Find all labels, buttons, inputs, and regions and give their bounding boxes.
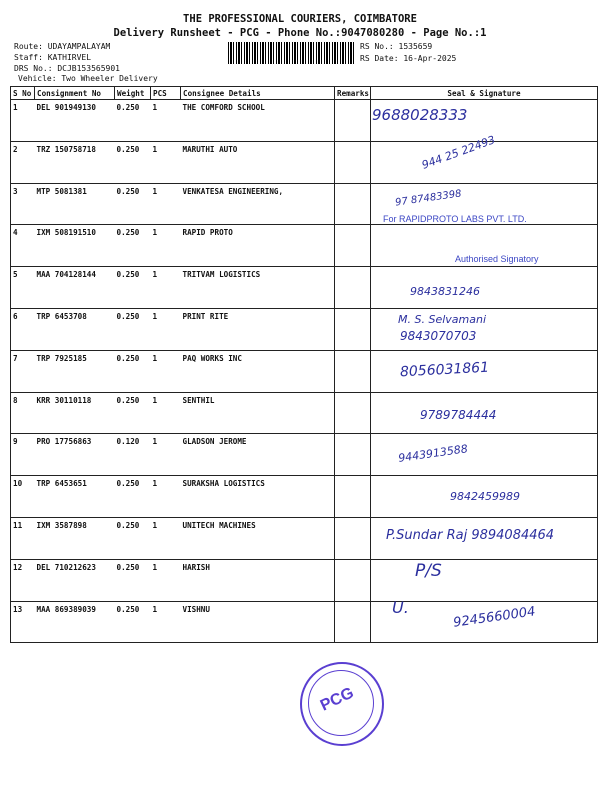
vehicle-label: Vehicle: Two Wheeler Delivery [18,74,158,83]
cell-sno: 6 [11,308,35,350]
table-row [11,141,598,183]
cell-consignment: IXM 3587898 [35,517,115,559]
route-label: Route: UDAYAMPALAYAM [14,42,111,51]
cell-weight: 0.250 [115,100,151,142]
cell-weight: 0.250 [115,183,151,225]
cell-signature [371,267,598,309]
cell-weight: 0.120 [115,434,151,476]
cell-consignee: PAQ WORKS INC [181,350,335,392]
col-consignment: Consignment No [35,87,115,100]
cell-sno: 1 [11,100,35,142]
handwritten-signature: 944 25 22493 [420,133,497,172]
col-pcs: PCS [151,87,181,100]
cell-consignee: TRITVAM LOGISTICS [181,267,335,309]
cell-consignment: TRP 6453708 [35,308,115,350]
cell-sno: 3 [11,183,35,225]
cell-sno: 11 [11,517,35,559]
handwritten-signature: 97 87483398 [394,188,463,209]
cell-consignment: MTP 5081381 [35,183,115,225]
runsheet-subtitle: Delivery Runsheet - PCG - Phone No.:9047080280 - Page No.:1 [113,27,487,39]
cell-consignment: PRO 17756863 [35,434,115,476]
cell-remarks [335,225,371,267]
cell-consignment: TRP 6453651 [35,476,115,518]
cell-sno: 5 [11,267,35,309]
cell-pcs: 1 [151,559,181,601]
cell-pcs: 1 [151,434,181,476]
cell-remarks [335,183,371,225]
cell-pcs: 1 [151,601,181,643]
table-row [11,350,598,392]
cell-consignment: MAA 704128144 [35,267,115,309]
col-consignee: Consignee Details [181,87,335,100]
handwritten-signature: U. [392,598,409,617]
company-stamp-text: For RAPIDPROTO LABS PVT. LTD. [383,214,527,224]
pcg-seal-stamp [300,662,384,746]
rs-number: RS No.: 1535659 [360,42,433,51]
cell-consignment: DEL 901949130 [35,100,115,142]
cell-remarks [335,141,371,183]
table-header-row [11,87,598,100]
cell-remarks [335,559,371,601]
cell-pcs: 1 [151,392,181,434]
cell-pcs: 1 [151,225,181,267]
handwritten-signature: P.Sundar Raj 9894084464 [386,528,555,543]
cell-consignment: KRR 30110118 [35,392,115,434]
col-sno: S No [11,87,35,100]
handwritten-signature: P/S [415,561,442,581]
cell-signature [371,559,598,601]
cell-pcs: 1 [151,141,181,183]
cell-consignee: PRINT RITE [181,308,335,350]
cell-remarks [335,601,371,643]
cell-sno: 9 [11,434,35,476]
company-title: THE PROFESSIONAL COURIERS, COIMBATORE [183,13,417,25]
staff-label: Staff: KATHIRVEL [14,53,92,62]
cell-remarks [335,308,371,350]
table-row [11,100,598,142]
cell-remarks [335,350,371,392]
cell-consignment: IXM 508191510 [35,225,115,267]
handwritten-signature: 9688028333 [372,106,468,124]
cell-sno: 10 [11,476,35,518]
cell-weight: 0.250 [115,601,151,643]
cell-pcs: 1 [151,308,181,350]
cell-remarks [335,434,371,476]
cell-weight: 0.250 [115,350,151,392]
cell-consignee: MARUTHI AUTO [181,141,335,183]
handwritten-signature: 8056031861 [399,359,490,381]
cell-consignee: VENKATESA ENGINEERING, [181,183,335,225]
cell-pcs: 1 [151,267,181,309]
table-row [11,308,598,350]
table-row [11,559,598,601]
table-row [11,392,598,434]
delivery-table [10,86,598,643]
rs-date: RS Date: 16-Apr-2025 [360,54,457,63]
handwritten-signature: 9843070703 [400,329,477,343]
handwritten-signature: 9443913588 [397,442,469,465]
cell-consignee: HARISH [181,559,335,601]
cell-remarks [335,476,371,518]
cell-pcs: 1 [151,517,181,559]
cell-weight: 0.250 [115,141,151,183]
cell-sno: 8 [11,392,35,434]
cell-pcs: 1 [151,350,181,392]
cell-consignee: VISHNU [181,601,335,643]
cell-pcs: 1 [151,183,181,225]
cell-sno: 12 [11,559,35,601]
seal-label: PCG [317,684,357,715]
cell-pcs: 1 [151,476,181,518]
table-row [11,267,598,309]
cell-weight: 0.250 [115,225,151,267]
handwritten-signature: 9842459989 [450,490,520,503]
col-weight: Weight [115,87,151,100]
cell-sno: 7 [11,350,35,392]
handwritten-signature: 9245660004 [452,604,537,631]
cell-weight: 0.250 [115,267,151,309]
cell-consignee: RAPID PROTO [181,225,335,267]
cell-consignment: TRZ 150758718 [35,141,115,183]
cell-weight: 0.250 [115,476,151,518]
cell-weight: 0.250 [115,308,151,350]
drs-number: DRS No.: DCJB153565901 [14,64,120,73]
table-row [11,434,598,476]
cell-consignee: GLADSON JEROME [181,434,335,476]
cell-remarks [335,392,371,434]
cell-consignee: UNITECH MACHINES [181,517,335,559]
cell-remarks [335,267,371,309]
cell-remarks [335,517,371,559]
cell-sno: 4 [11,225,35,267]
barcode [228,42,354,64]
cell-consignment: DEL 710212623 [35,559,115,601]
cell-consignee: SURAKSHA LOGISTICS [181,476,335,518]
handwritten-signature: M. S. Selvamani [398,313,486,326]
cell-sno: 2 [11,141,35,183]
cell-consignment: TRP 7925185 [35,350,115,392]
cell-remarks [335,100,371,142]
cell-weight: 0.250 [115,392,151,434]
col-remarks: Remarks [335,87,371,100]
handwritten-signature: 9789784444 [420,408,497,422]
col-signature: Seal & Signature [371,87,598,100]
cell-sno: 13 [11,601,35,643]
cell-weight: 0.250 [115,559,151,601]
cell-consignment: MAA 869389039 [35,601,115,643]
handwritten-signature: 9843831246 [410,285,480,298]
cell-consignee: THE COMFORD SCHOOL [181,100,335,142]
authorised-signatory-stamp: Authorised Signatory [455,254,539,264]
cell-weight: 0.250 [115,517,151,559]
cell-consignee: SENTHIL [181,392,335,434]
cell-pcs: 1 [151,100,181,142]
